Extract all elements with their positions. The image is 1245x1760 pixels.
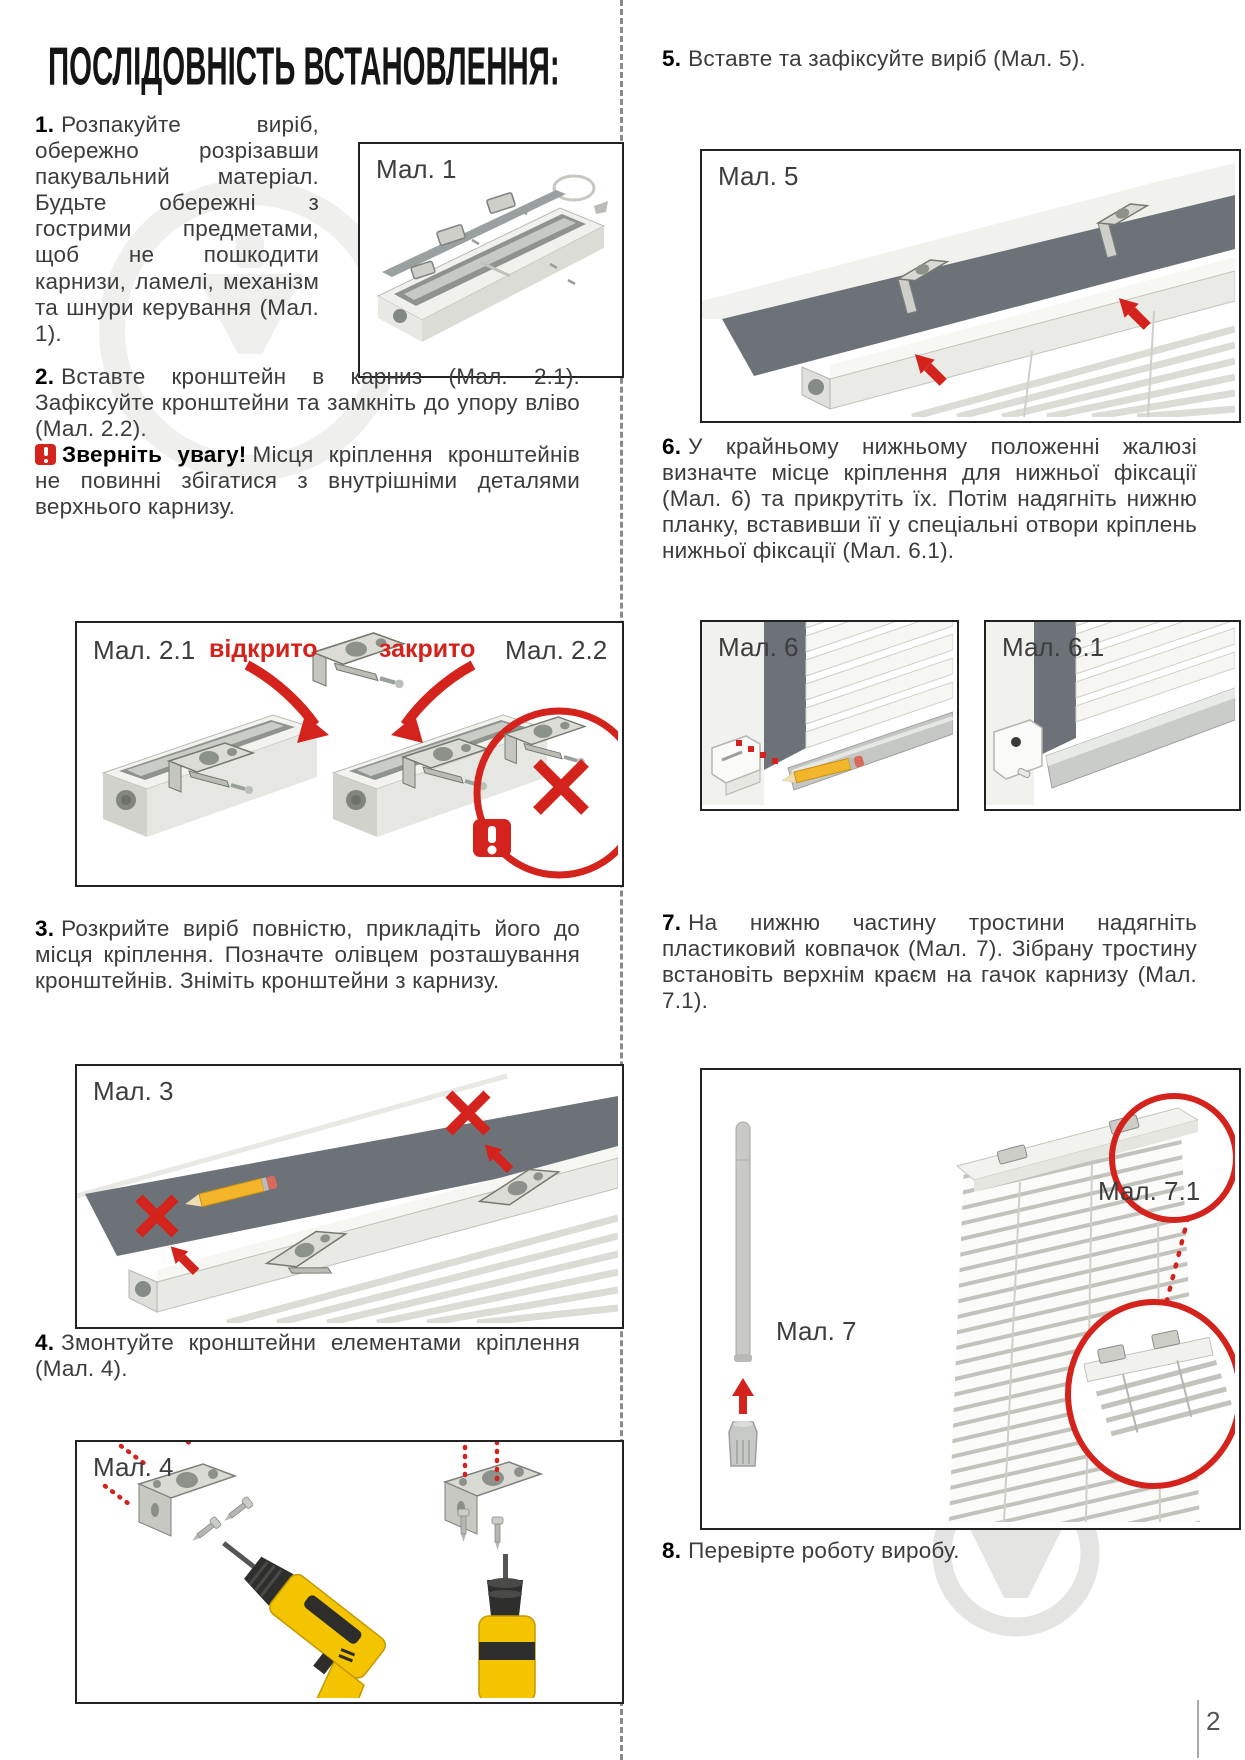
step-7-number: 7.	[662, 910, 682, 935]
step-7-text: На нижню частину тростини надягніть пластиковий ковпачок (Мал. 7). Зібрану тростину встановіть верхнім краєм на гачок карнизу (Мал. 7.1).	[662, 910, 1197, 1014]
page-number-divider	[1197, 1700, 1199, 1758]
figure-1	[358, 142, 624, 378]
warning-label: Зверніть увагу!	[62, 442, 247, 468]
figure-4-label: Мал. 4	[93, 1452, 174, 1482]
figure-1-label: Мал. 1	[376, 154, 457, 184]
step-1-text: Розпакуйте виріб, обережно розрізавши пакувальний матеріал. Будьте обережні з гострими предметами, щоб не пошкодити карнизи, ламелі, механізм та шнури керування (Мал. 1).	[35, 112, 319, 346]
figure-4	[75, 1440, 624, 1704]
step-6	[662, 434, 1197, 564]
warning-icon	[35, 444, 56, 465]
figure-7	[700, 1068, 1241, 1530]
step-1	[35, 112, 319, 347]
step-1-number: 1.	[35, 112, 55, 137]
step-2-text: Вставте кронштейн в карниз (Мал. 2.1). Зафіксуйте кронштейни та замкніть до упору вліво (Мал. 2.2).	[35, 364, 580, 442]
figure-2-2-label: Мал. 2.2	[505, 635, 608, 665]
step-3-number: 3.	[35, 916, 55, 941]
wand-and-blinds-illustration	[702, 1070, 1235, 1524]
figure-2-1-label: Мал. 2.1	[93, 635, 196, 665]
step-8-text: Перевірте роботу виробу.	[688, 1538, 960, 1563]
step-3-text: Розкрийте виріб повністю, прикладіть його до місця кріплення. Позначте олівцем розташування кронштейнів. Зніміть кронштейни з карнизу.	[35, 916, 580, 994]
page-title: ПОСЛІДОВНІСТЬ ВСТАНОВЛЕННЯ:	[48, 36, 560, 97]
figure-6-label: Мал. 6	[718, 632, 799, 662]
step-7	[662, 910, 1197, 1014]
figure-2-open-label: відкрито	[209, 635, 318, 663]
step-5-text: Вставте та зафіксуйте виріб (Мал. 5).	[688, 46, 1086, 71]
figure-5	[700, 149, 1241, 423]
step-4-text: Змонтуйте кронштейни елементами кріплення (Мал. 4).	[35, 1330, 580, 1382]
figure-6	[700, 620, 959, 811]
step-8	[662, 1538, 1197, 1564]
page-number: 2	[1206, 1706, 1221, 1736]
figure-3-label: Мал. 3	[93, 1076, 174, 1106]
figure-2-closed-label: закрито	[379, 635, 476, 663]
figure-3	[75, 1064, 624, 1329]
step-5-number: 5.	[662, 46, 682, 71]
step-6-number: 6.	[662, 434, 682, 459]
figure-5-label: Мал. 5	[718, 161, 799, 191]
figure-2	[75, 621, 624, 887]
figure-7-1-label: Мал. 7.1	[1098, 1176, 1201, 1206]
step-2	[35, 364, 580, 442]
step-3	[35, 916, 580, 994]
step-4	[35, 1330, 580, 1382]
figure-6-1-label: Мал. 6.1	[1002, 632, 1105, 662]
step-5	[662, 46, 1197, 72]
step-6-text: У крайньому нижньому положенні жалюзі визначте місце кріплення для нижньої фіксації (Мал. 6) та прикрутіть їх. Потім надягніть нижню планку, вставивши її у спеціальні отвори кріплень нижньої фіксації (Мал. 6.1).	[662, 434, 1197, 564]
step-8-number: 8.	[662, 1538, 682, 1563]
warning-text: Місця кріплення кронштейнів не повинні збігатися з внутрішніми деталями верхнього карнизу.	[35, 442, 580, 520]
figure-6-1	[984, 620, 1241, 811]
figure-7-label: Мал. 7	[776, 1316, 857, 1346]
warning-note	[35, 442, 580, 520]
step-2-number: 2.	[35, 364, 55, 389]
step-2-block	[35, 364, 580, 521]
step-4-number: 4.	[35, 1330, 55, 1355]
